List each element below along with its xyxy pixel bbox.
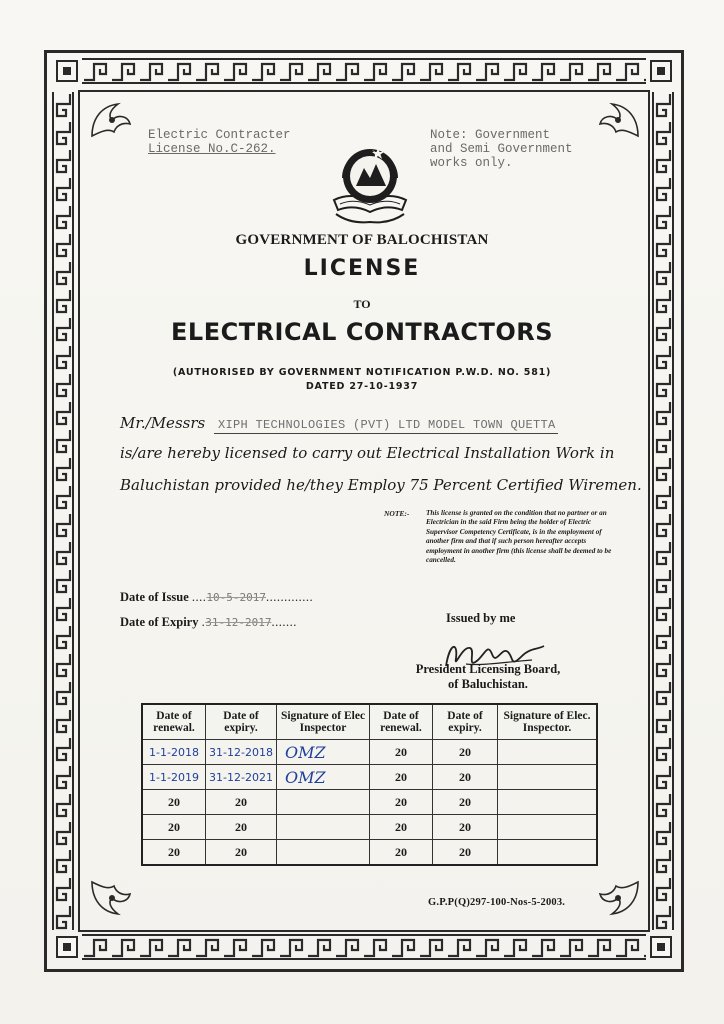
note-text: This license is granted on the condition that no partner or an Electrician in the said Firm being the holder of Electric Supervisor Competency Certificate, is in the employment of another firm and that if such person hereafter accepts employment in another firm (this license shall be deemed to be cancelled. xyxy=(426,509,612,565)
date-of-expiry: Date of Expiry .31-12-2017....... xyxy=(120,615,297,629)
table-row xyxy=(142,790,597,815)
table-cell: 20 xyxy=(206,790,277,815)
table-row xyxy=(142,840,597,866)
note-label: NOTE:- xyxy=(384,509,410,518)
column-header: Signature of Elec. Inspector. xyxy=(498,704,598,740)
table-cell: 20 xyxy=(370,740,433,765)
table-cell: 20 xyxy=(206,815,277,840)
corner-square-icon xyxy=(650,936,672,958)
floral-flourish-icon xyxy=(596,878,642,920)
inspector-signature: OMZ xyxy=(277,740,370,765)
issue-label: Date of Issue xyxy=(120,590,189,604)
dated-line: DATED 27-10-1937 xyxy=(305,381,419,392)
table-cell: 20 xyxy=(370,790,433,815)
table-cell xyxy=(498,790,598,815)
table-cell: 20 xyxy=(142,815,206,840)
table-cell: 20 xyxy=(206,840,277,866)
table-cell xyxy=(498,740,598,765)
column-header: Date of expiry. xyxy=(206,704,277,740)
licensee-line xyxy=(120,414,558,432)
table-cell: 1-1-2018 xyxy=(142,740,206,765)
corner-square-icon xyxy=(56,936,78,958)
table-cell: 20 xyxy=(142,790,206,815)
table-cell xyxy=(277,840,370,866)
corner-square-icon xyxy=(56,60,78,82)
print-code: G.P.P(Q)297-100-Nos-5-2003. xyxy=(428,897,566,908)
date-of-issue: Date of Issue ....10-5-2017............. xyxy=(120,590,314,604)
license-number-stamp xyxy=(148,128,291,156)
floral-flourish-icon xyxy=(88,98,134,140)
license-heading: LICENSE xyxy=(303,256,421,281)
license-statement-line: is/are hereby licensed to carry out Electrical Installation Work in xyxy=(120,444,615,462)
table-cell: 20 xyxy=(142,840,206,866)
issue-value: 10-5-2017 xyxy=(206,591,266,604)
stamp-line: works only. xyxy=(430,156,513,170)
authorisation-line: (AUTHORISED BY GOVERNMENT NOTIFICATION P.W.D. NO. 581) xyxy=(172,367,552,378)
column-header: Date of renewal. xyxy=(142,704,206,740)
table-cell xyxy=(277,815,370,840)
table-cell: 20 xyxy=(370,765,433,790)
president-line: of Baluchistan. xyxy=(448,677,528,691)
table-row xyxy=(142,740,597,765)
table-cell xyxy=(277,790,370,815)
stamp-line: License No.C-262. xyxy=(148,142,276,156)
table-cell: 31-12-2018 xyxy=(206,740,277,765)
greek-key-band-left xyxy=(52,92,74,930)
renewal-table xyxy=(141,703,598,866)
floral-flourish-icon xyxy=(88,878,134,920)
inspector-signature: OMZ xyxy=(277,765,370,790)
stamp-line: Note: Government xyxy=(430,128,551,142)
to-heading: TO xyxy=(353,297,371,311)
table-cell: 20 xyxy=(370,840,433,866)
licensee-prefix: Mr./Messrs xyxy=(120,414,206,432)
table-cell: 20 xyxy=(433,815,498,840)
table-header-row xyxy=(142,704,597,740)
government-heading: GOVERNMENT OF BALOCHISTAN xyxy=(235,232,489,248)
stamp-line: Electric Contracter xyxy=(148,128,291,142)
table-cell: 20 xyxy=(433,740,498,765)
document-title: ELECTRICAL CONTRACTORS xyxy=(171,318,553,346)
column-header: Date of expiry. xyxy=(433,704,498,740)
issued-by: Issued by me xyxy=(446,611,516,625)
table-cell: 1-1-2019 xyxy=(142,765,206,790)
greek-key-band-right xyxy=(652,92,674,930)
license-condition-line: Baluchistan provided he/they Employ 75 Percent Certified Wiremen. xyxy=(120,476,642,494)
president-designation xyxy=(408,662,568,692)
licensee-name: XIPH TECHNOLOGIES (PVT) LTD MODEL TOWN QUETTA xyxy=(214,418,558,434)
table-cell xyxy=(498,815,598,840)
table-row xyxy=(142,765,597,790)
table-cell xyxy=(498,840,598,866)
floral-flourish-icon xyxy=(596,98,642,140)
president-line: President Licensing Board, xyxy=(415,662,561,676)
table-cell: 20 xyxy=(433,765,498,790)
table-cell: 20 xyxy=(370,815,433,840)
government-note-stamp xyxy=(430,128,573,170)
column-header: Date of renewal. xyxy=(370,704,433,740)
expiry-value: 31-12-2017 xyxy=(205,616,272,629)
column-header: Signature of Elec Inspector xyxy=(277,704,370,740)
expiry-label: Date of Expiry xyxy=(120,615,199,629)
greek-key-band-top xyxy=(82,58,646,84)
table-cell xyxy=(498,765,598,790)
balochistan-emblem-icon xyxy=(330,138,410,230)
greek-key-band-bottom xyxy=(82,934,646,960)
stamp-line: and Semi Government xyxy=(430,142,573,156)
table-cell: 20 xyxy=(433,840,498,866)
table-cell: 31-12-2021 xyxy=(206,765,277,790)
table-row xyxy=(142,815,597,840)
table-cell: 20 xyxy=(433,790,498,815)
corner-square-icon xyxy=(650,60,672,82)
